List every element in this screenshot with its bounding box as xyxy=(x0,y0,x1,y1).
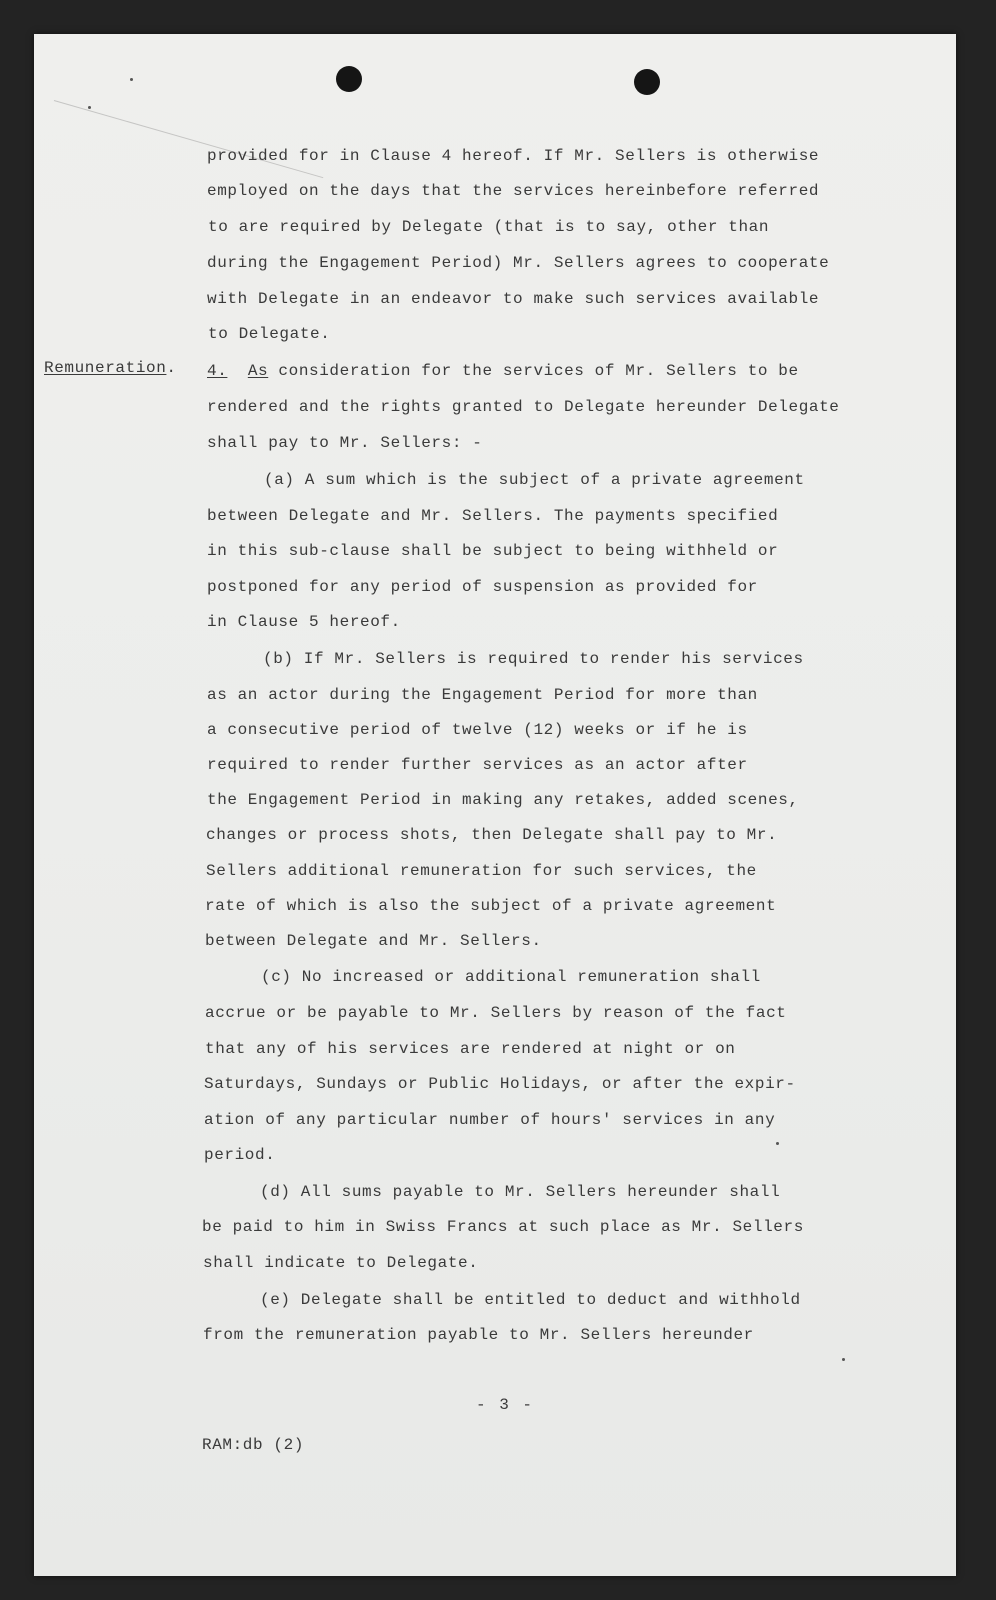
margin-heading-text: Remuneration xyxy=(44,359,167,377)
paper-speck xyxy=(130,78,133,81)
body-line: period. xyxy=(204,1146,276,1164)
clause-4-first-line xyxy=(207,361,799,381)
margin-heading-period: . xyxy=(166,359,177,377)
subclause-d-line: (d) All sums payable to Mr. Sellers hereunder shall xyxy=(260,1183,781,1201)
body-line: ation of any particular number of hours' services in any xyxy=(204,1111,776,1129)
body-line: between Delegate and Mr. Sellers. xyxy=(205,932,542,950)
body-line: shall indicate to Delegate. xyxy=(203,1254,479,1272)
clause-4-text: consideration for the services of Mr. Sellers to be xyxy=(278,362,799,380)
subclause-a-line: (a) A sum which is the subject of a private agreement xyxy=(264,471,805,489)
body-line: provided for in Clause 4 hereof. If Mr. Sellers is otherwise xyxy=(207,147,820,165)
punch-hole-left xyxy=(336,66,362,92)
clause-lead-word: As xyxy=(247,362,269,380)
margin-heading-remuneration xyxy=(44,358,177,378)
page-number: - 3 - xyxy=(476,1396,535,1414)
body-line: the Engagement Period in making any retakes, added scenes, xyxy=(207,791,799,809)
body-line: to Delegate. xyxy=(208,325,331,343)
body-line: be paid to him in Swiss Francs at such place as Mr. Sellers xyxy=(202,1218,804,1236)
body-line: accrue or be payable to Mr. Sellers by reason of the fact xyxy=(205,1004,787,1022)
body-line: Saturdays, Sundays or Public Holidays, or after the expir- xyxy=(204,1075,796,1093)
body-line: with Delegate in an endeavor to make such services available xyxy=(207,290,820,308)
body-line: required to render further services as an actor after xyxy=(207,756,748,774)
body-line: that any of his services are rendered at night or on xyxy=(205,1040,736,1058)
body-line: as an actor during the Engagement Period for more than xyxy=(207,686,758,704)
body-line: postponed for any period of suspension as provided for xyxy=(207,578,758,596)
body-line: rendered and the rights granted to Delegate hereunder Delegate xyxy=(207,398,840,416)
subclause-e-line: (e) Delegate shall be entitled to deduct and withhold xyxy=(260,1291,801,1309)
body-line: during the Engagement Period) Mr. Sellers agrees to cooperate xyxy=(207,254,830,272)
body-line: from the remuneration payable to Mr. Sellers hereunder xyxy=(203,1326,754,1344)
body-line: to are required by Delegate (that is to say, other than xyxy=(208,218,770,236)
body-line: in this sub-clause shall be subject to being withheld or xyxy=(207,542,779,560)
body-line: between Delegate and Mr. Sellers. The payments specified xyxy=(207,507,779,525)
body-line: rate of which is also the subject of a private agreement xyxy=(205,897,777,915)
body-line: changes or process shots, then Delegate shall pay to Mr. xyxy=(206,826,778,844)
paper-crease xyxy=(54,100,323,178)
body-line: in Clause 5 hereof. xyxy=(207,613,401,631)
body-line: employed on the days that the services hereinbefore referred xyxy=(207,182,820,200)
subclause-c-line: (c) No increased or additional remuneration shall xyxy=(261,968,761,986)
body-line: shall pay to Mr. Sellers: - xyxy=(207,434,483,452)
punch-hole-right xyxy=(634,69,660,95)
body-line: a consecutive period of twelve (12) weeks or if he is xyxy=(207,721,748,739)
paper-speck xyxy=(842,1358,845,1361)
paper-speck xyxy=(88,106,91,109)
clause-number: 4. xyxy=(207,362,228,380)
reference-initials: RAM:db (2) xyxy=(202,1436,305,1454)
paper-speck xyxy=(776,1142,779,1145)
subclause-b-line: (b) If Mr. Sellers is required to render his services xyxy=(263,650,804,668)
body-line: Sellers additional remuneration for such services, the xyxy=(206,862,757,880)
